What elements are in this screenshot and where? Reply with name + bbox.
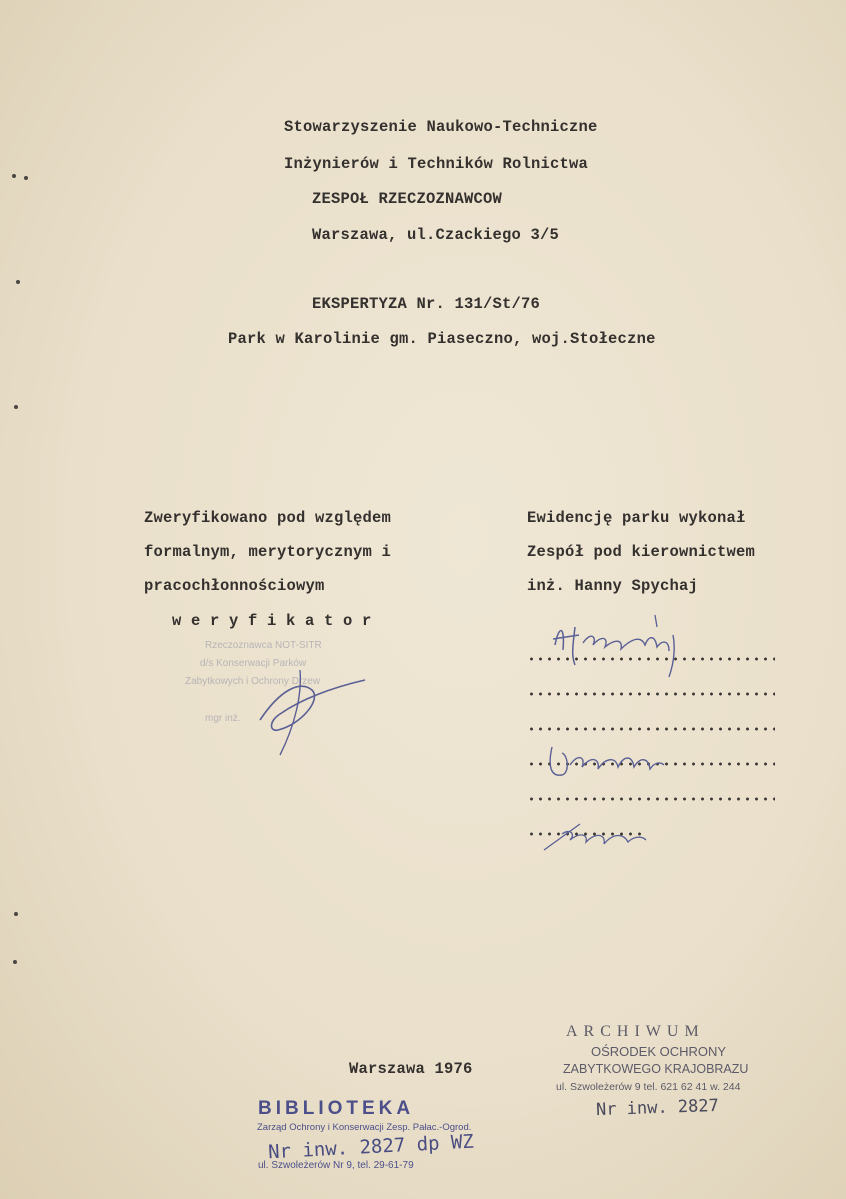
library-inventory-number: Nr inw. 2827 dp WZ bbox=[267, 1130, 475, 1164]
verifier-stamp: d/s Konserwacji Parków bbox=[200, 658, 307, 669]
inventory-line-2: Zespół pod kierownictwem bbox=[527, 543, 756, 561]
expertise-number: EKSPERTYZA Nr. 131/St/76 bbox=[312, 295, 541, 313]
binding-mark bbox=[12, 174, 16, 178]
place-and-date: Warszawa 1976 bbox=[349, 1060, 473, 1078]
organization-name-2: Inżynierów i Techników Rolnictwa bbox=[284, 155, 589, 173]
library-stamp-title: BIBLIOTEKA bbox=[258, 1098, 415, 1119]
library-stamp-line-2: ul. Szwoleżerów Nr 9, tel. 29-61-79 bbox=[258, 1160, 414, 1171]
archive-inventory-number: Nr inw. 2827 bbox=[595, 1095, 720, 1121]
team-name: ZESPOŁ RZECZOZNAWCOW bbox=[312, 190, 503, 208]
document-subject: Park w Karolinie gm. Piaseczno, woj.Stołeczne bbox=[228, 330, 656, 348]
library-stamp-line-1: Zarząd Ochrony i Konserwacji Zesp. Pałac.-Ogrod. bbox=[257, 1122, 472, 1133]
verifier-stamp: mgr inż. bbox=[205, 713, 241, 724]
team-signature-2 bbox=[540, 735, 690, 785]
team-signature bbox=[545, 605, 715, 685]
team-signature-3 bbox=[540, 812, 670, 857]
archive-stamp-line-1: OŚRODEK OCHRONY bbox=[591, 1044, 727, 1059]
verifier-role: w e r y f i k a t o r bbox=[172, 612, 372, 630]
verification-line-1: Zweryfikowano pod względem bbox=[144, 509, 392, 527]
archive-stamp-line-2: ZABYTKOWEGO KRAJOBRAZU bbox=[563, 1062, 749, 1076]
address: Warszawa, ul.Czackiego 3/5 bbox=[312, 226, 560, 244]
verification-line-3: pracochłonnościowym bbox=[144, 577, 325, 595]
binding-mark bbox=[16, 280, 20, 284]
binding-mark bbox=[14, 912, 18, 916]
binding-mark bbox=[13, 960, 17, 964]
signature-line bbox=[527, 692, 775, 696]
verifier-signature bbox=[240, 650, 400, 760]
archive-stamp-title: ARCHIWUM bbox=[566, 1023, 705, 1040]
binding-mark bbox=[24, 176, 28, 180]
signature-line bbox=[527, 727, 775, 731]
verifier-stamp: Rzeczoznawca NOT-SITR bbox=[205, 640, 322, 651]
binding-mark bbox=[14, 405, 18, 409]
verification-line-2: formalnym, merytorycznym i bbox=[144, 543, 392, 561]
signature-line bbox=[527, 797, 775, 801]
inventory-line-1: Ewidencję parku wykonał bbox=[527, 509, 746, 527]
verifier-stamp: Zabytkowych i Ochrony Drzew bbox=[185, 676, 321, 687]
inventory-line-3: inż. Hanny Spychaj bbox=[527, 577, 699, 595]
organization-name: Stowarzyszenie Naukowo-Techniczne bbox=[284, 118, 598, 136]
archive-stamp-line-3: ul. Szwoleżerów 9 tel. 621 62 41 w. 244 bbox=[556, 1081, 741, 1093]
